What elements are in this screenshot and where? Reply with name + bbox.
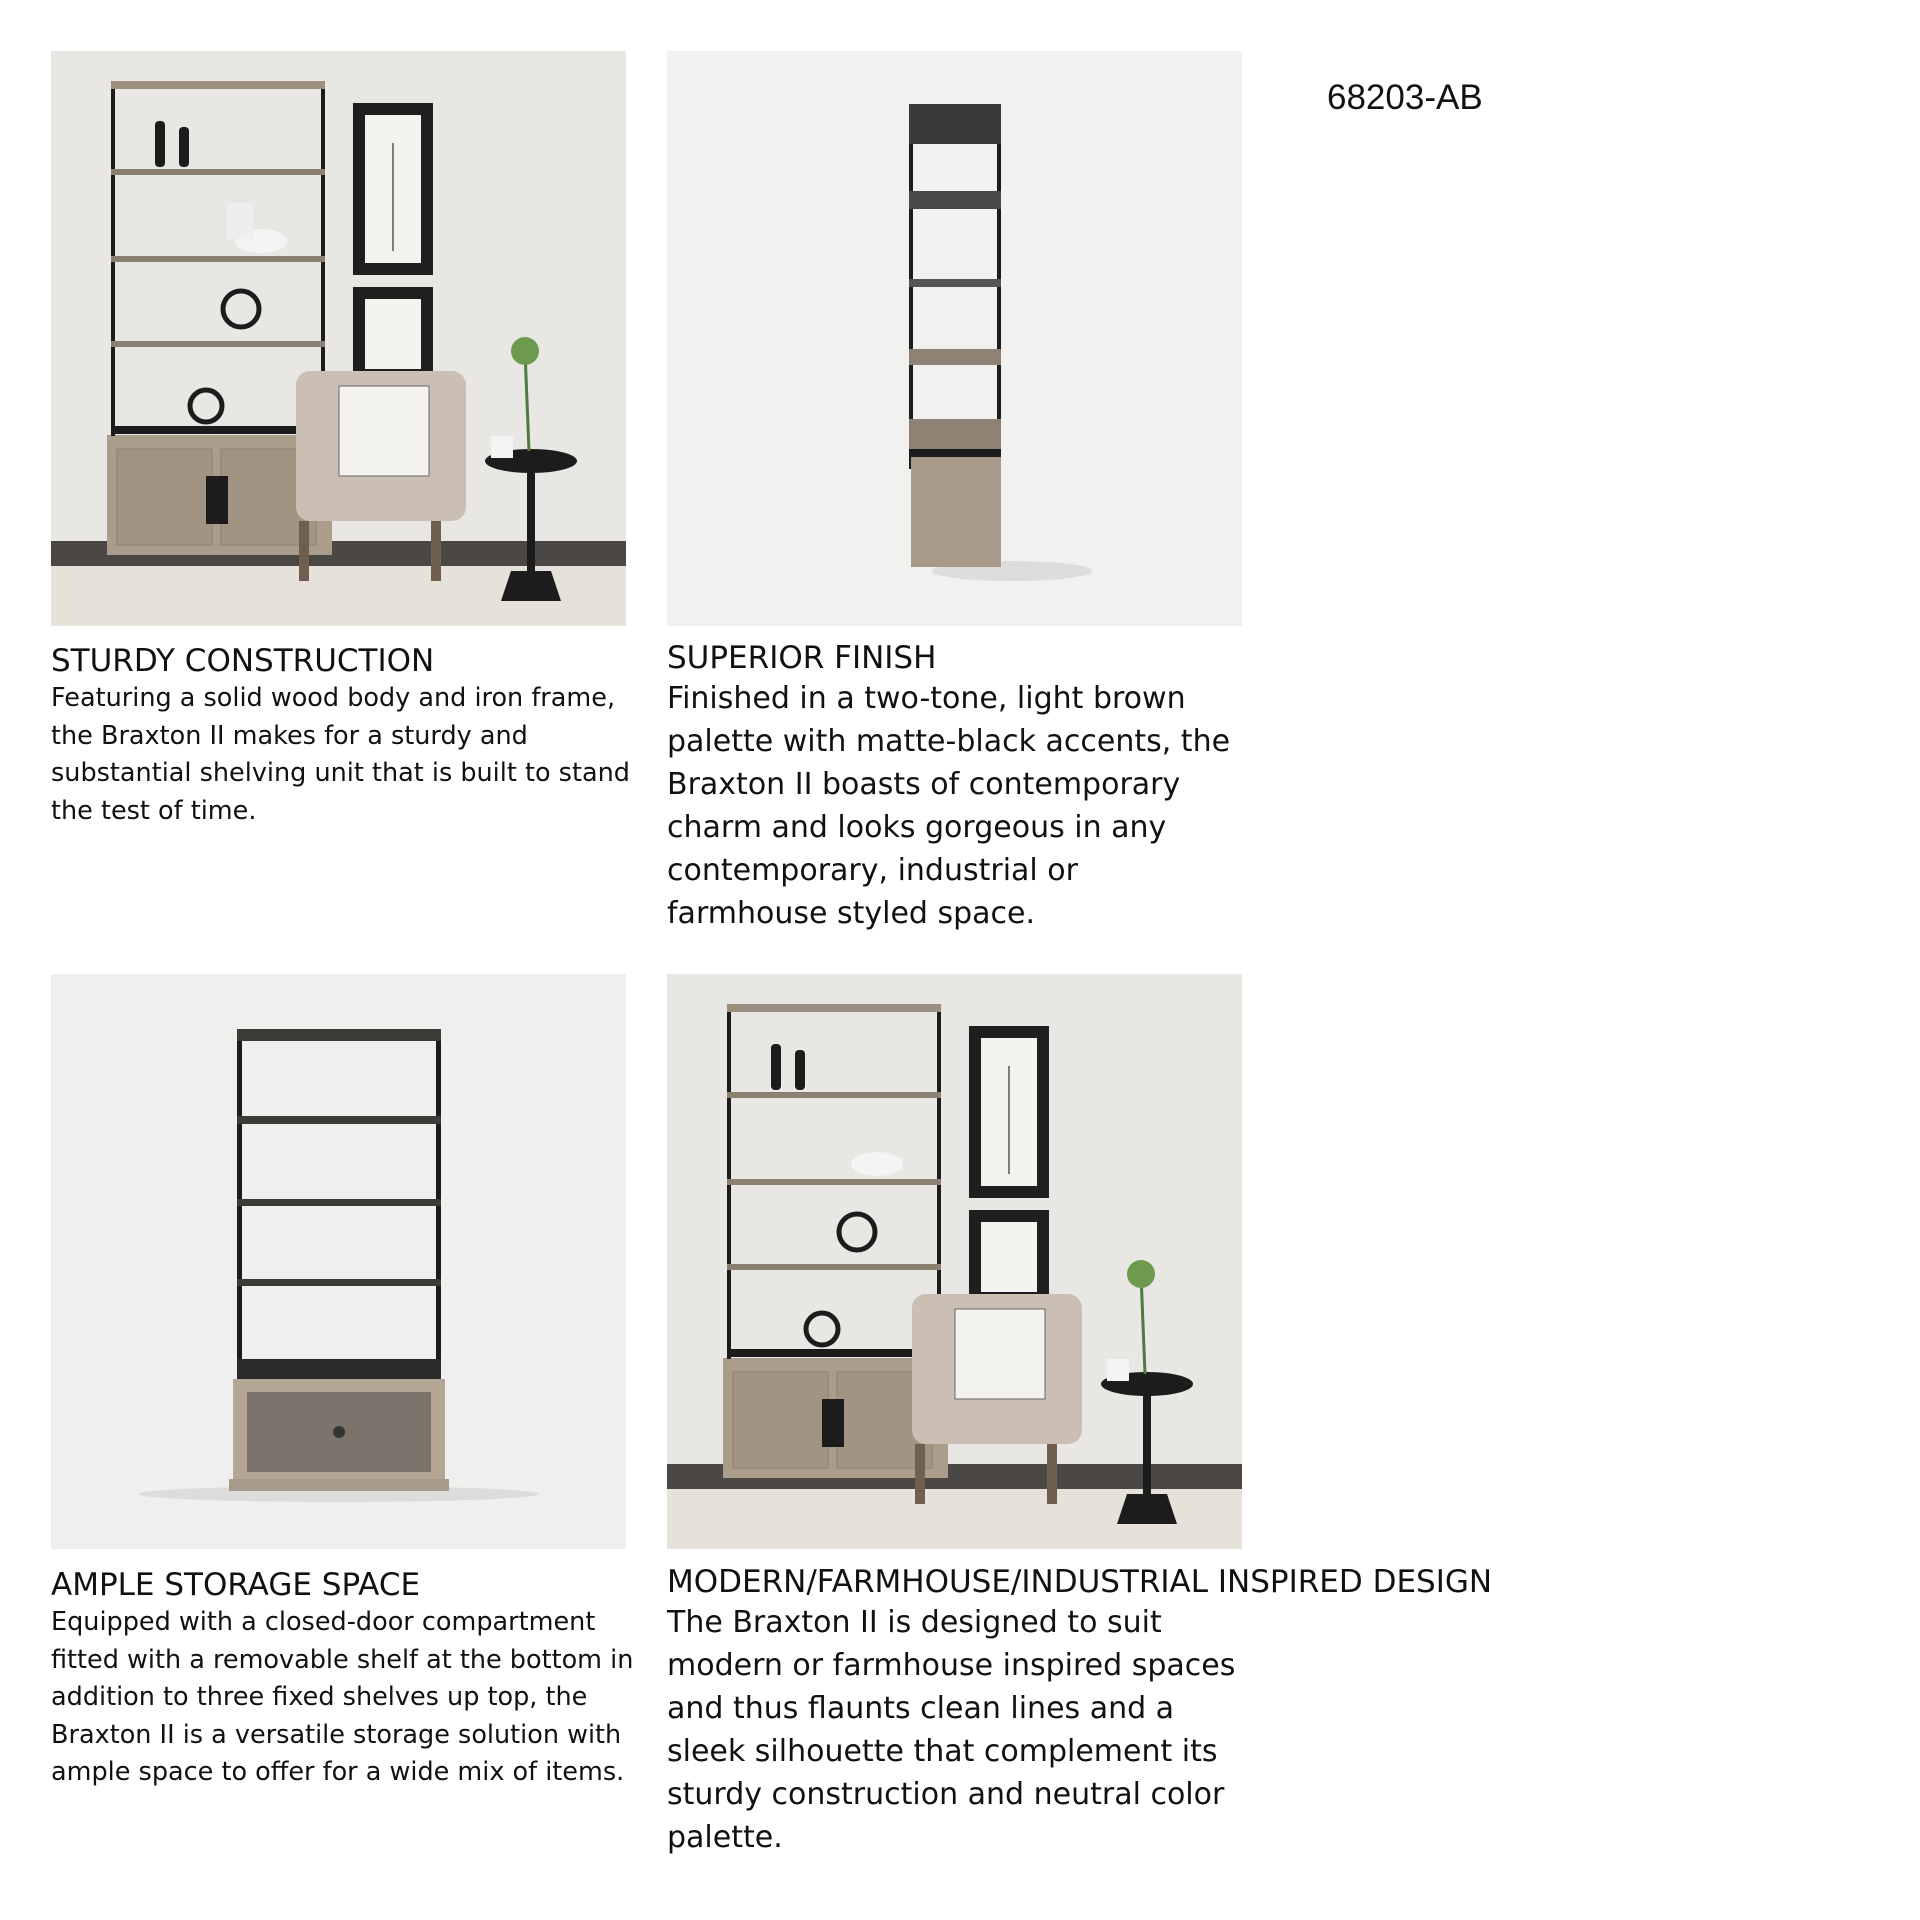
feature-description: Featuring a solid wood body and iron frame, the Braxton II makes for a sturdy and substantial shelving unit that is built to stand the test of time. (51, 683, 630, 826)
feature-inspired-design (667, 1563, 1493, 1859)
front-view-illustration (51, 974, 626, 1549)
feature-description: Equipped with a closed-door compartment fitted with a removable shelf at the bottom in addition to three fixed shelves up top, the Braxton II is a versatile storage solution with ample space to offer for a wide mix of items. (51, 1607, 634, 1787)
side-view-illustration (667, 51, 1242, 626)
feature-superior-finish (667, 639, 1242, 935)
feature-heading: STURDY CONSTRUCTION (51, 643, 435, 679)
feature-heading: MODERN/FARMHOUSE/INDUSTRIAL INSPIRED DESIGN (667, 1564, 1493, 1600)
sku-number: 68203-AB (1327, 78, 1483, 117)
styled-room-illustration (667, 974, 1242, 1549)
feature-sturdy-construction (51, 642, 641, 830)
room-scene-illustration (51, 51, 626, 626)
feature-ample-storage (51, 1566, 641, 1792)
feature-description: Finished in a two-tone, light brown palette with matte-black accents, the Braxton II boasts of contemporary charm and looks gorgeous in any contemporary, industrial or farmhouse styled space. (667, 681, 1231, 931)
styled-room-photo (667, 974, 1242, 1549)
feature-description: The Braxton II is designed to suit modern or farmhouse inspired spaces and thus flaunts clean lines and a sleek silhouette that complement its sturdy construction and neutral color palette. (667, 1605, 1236, 1855)
feature-heading: AMPLE STORAGE SPACE (51, 1567, 421, 1603)
side-view-photo (667, 51, 1242, 626)
front-view-photo (51, 974, 626, 1549)
room-scene-photo (51, 51, 626, 626)
feature-heading: SUPERIOR FINISH (667, 640, 937, 676)
